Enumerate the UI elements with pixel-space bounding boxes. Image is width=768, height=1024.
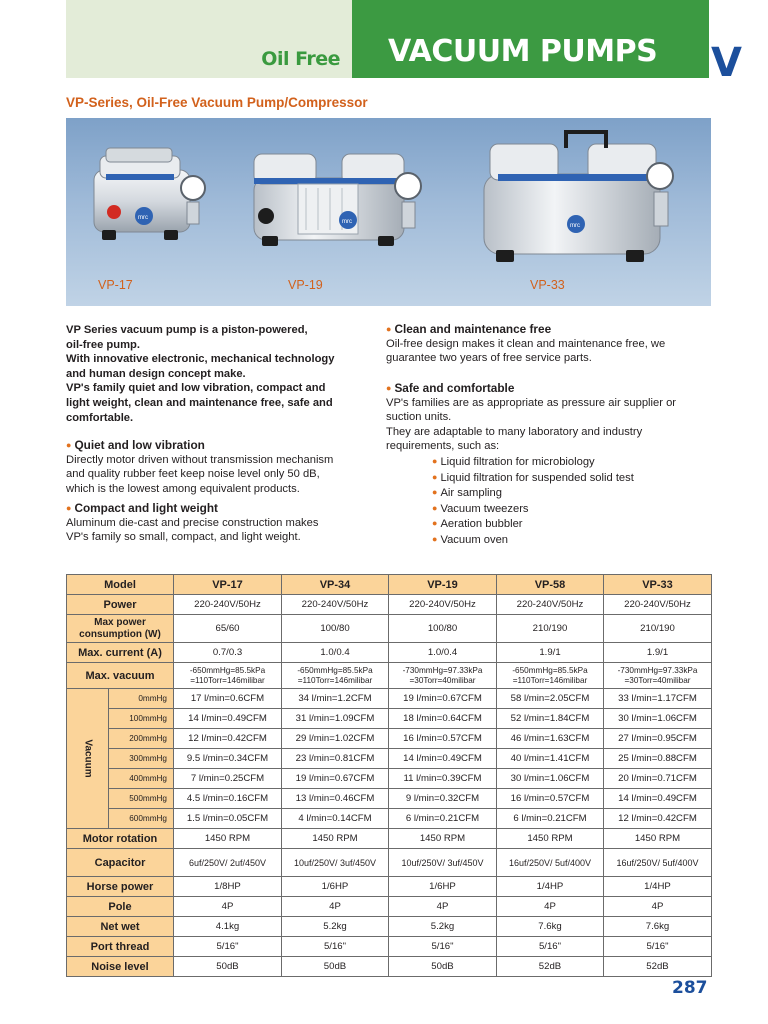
feature-line: requirements, such as: bbox=[386, 440, 500, 453]
photo-label-vp-33: VP-33 bbox=[530, 278, 565, 292]
table-cell: 220-240V/50Hz bbox=[497, 595, 604, 615]
table-cell: 4.5 l/min=0.16CFM bbox=[174, 789, 282, 809]
bullet-icon: ● bbox=[386, 383, 392, 393]
feature-line: and quality rubber feet keep noise level only 50 dB, bbox=[66, 468, 320, 481]
product-subtitle: VP-Series, Oil-Free Vacuum Pump/Compressor bbox=[66, 95, 368, 110]
table-cell: 11 l/min=0.39CFM bbox=[389, 769, 497, 789]
table-cell: 18 l/min=0.64CFM bbox=[389, 709, 497, 729]
table-cell: 4 l/min=0.14CFM bbox=[282, 809, 389, 829]
intro-paragraph bbox=[66, 323, 366, 425]
table-cell: 4P bbox=[174, 897, 282, 917]
table-cell: 220-240V/50Hz bbox=[282, 595, 389, 615]
table-cell: 5.2kg bbox=[389, 917, 497, 937]
bullet-icon: ● bbox=[66, 503, 72, 513]
table-cell: 1450 RPM bbox=[282, 829, 389, 849]
table-cell: 1/4HP bbox=[604, 877, 712, 897]
vacuum-row bbox=[67, 749, 712, 769]
table-cell: 1.0/0.4 bbox=[389, 643, 497, 663]
table-cell: 10uf/250V/ 3uf/450V bbox=[389, 849, 497, 877]
table-cell: 40 l/min=1.41CFM bbox=[497, 749, 604, 769]
feature-line: guarantee two years of free service parts. bbox=[386, 352, 592, 365]
table-row bbox=[67, 897, 712, 917]
table-cell: 12 l/min=0.42CFM bbox=[174, 729, 282, 749]
table-cell: 220-240V/50Hz bbox=[174, 595, 282, 615]
feature-compact bbox=[66, 501, 366, 545]
photo-label-vp-17: VP-17 bbox=[98, 278, 133, 292]
table-cell: 1450 RPM bbox=[497, 829, 604, 849]
table-cell: 30 l/min=1.06CFM bbox=[497, 769, 604, 789]
table-cell: 16 l/min=0.57CFM bbox=[389, 729, 497, 749]
row-label: Pole bbox=[67, 897, 174, 917]
table-cell: 1450 RPM bbox=[389, 829, 497, 849]
row-label: Max power consumption (W) bbox=[67, 615, 174, 643]
table-cell: 6 l/min=0.21CFM bbox=[389, 809, 497, 829]
table-cell: 7.6kg bbox=[604, 917, 712, 937]
table-cell: 1/6HP bbox=[282, 877, 389, 897]
feature-safe bbox=[386, 381, 711, 454]
table-cell: 46 l/min=1.63CFM bbox=[497, 729, 604, 749]
table-cell: 4P bbox=[604, 897, 712, 917]
vacuum-row bbox=[67, 789, 712, 809]
table-cell: 1/4HP bbox=[497, 877, 604, 897]
table-cell: -650mmHg=85.5kPa =110Torr=146milibar bbox=[497, 663, 604, 689]
row-label: Motor rotation bbox=[67, 829, 174, 849]
vp-33-pump bbox=[484, 132, 673, 262]
bullet-icon: ● bbox=[432, 456, 438, 466]
table-cell: 58 l/min=2.05CFM bbox=[497, 689, 604, 709]
vacuum-level: 600mmHg bbox=[109, 809, 174, 829]
table-cell: 5/16" bbox=[389, 937, 497, 957]
table-header-row bbox=[67, 575, 712, 595]
bullet-icon: ● bbox=[432, 518, 438, 529]
model-name: VP-34 bbox=[282, 575, 389, 595]
intro-line: oil-free pump. bbox=[66, 338, 140, 351]
table-cell: 100/80 bbox=[389, 615, 497, 643]
table-cell: 50dB bbox=[174, 957, 282, 977]
vacuum-row bbox=[67, 769, 712, 789]
feature-line: Aluminum die-cast and precise construction makes bbox=[66, 516, 319, 529]
table-cell: 220-240V/50Hz bbox=[604, 595, 712, 615]
table-cell: 4P bbox=[497, 897, 604, 917]
table-cell: 1450 RPM bbox=[604, 829, 712, 849]
table-cell: 17 l/min=0.6CFM bbox=[174, 689, 282, 709]
vacuum-level: 500mmHg bbox=[109, 789, 174, 809]
table-cell: 29 l/min=1.02CFM bbox=[282, 729, 389, 749]
bullet-icon: ● bbox=[66, 440, 72, 450]
table-cell: 19 l/min=0.67CFM bbox=[389, 689, 497, 709]
table-cell: 5.2kg bbox=[282, 917, 389, 937]
table-cell: 220-240V/50Hz bbox=[389, 595, 497, 615]
row-label: Port thread bbox=[67, 937, 174, 957]
table-cell: 23 l/min=0.81CFM bbox=[282, 749, 389, 769]
feature-line: They are adaptable to many laboratory and industry bbox=[386, 425, 643, 438]
table-cell: 1/6HP bbox=[389, 877, 497, 897]
table-cell: 1.5 l/min=0.05CFM bbox=[174, 809, 282, 829]
table-cell: 5/16" bbox=[497, 937, 604, 957]
intro-line: and human design concept make. bbox=[66, 367, 246, 380]
vacuum-group-label: Vacuum bbox=[67, 689, 109, 829]
table-cell: -650mmHg=85.5kPa =110Torr=146milibar bbox=[282, 663, 389, 689]
vacuum-row bbox=[67, 709, 712, 729]
header-title-band bbox=[352, 0, 709, 78]
model-name: VP-33 bbox=[604, 575, 712, 595]
application-item: ● Vacuum oven bbox=[432, 533, 509, 546]
table-row bbox=[67, 917, 712, 937]
vacuum-level: 0mmHg bbox=[109, 689, 174, 709]
feature-clean bbox=[386, 322, 711, 366]
vacuum-level: 100mmHg bbox=[109, 709, 174, 729]
table-cell: 50dB bbox=[282, 957, 389, 977]
table-row bbox=[67, 829, 712, 849]
table-cell: 0.7/0.3 bbox=[174, 643, 282, 663]
table-cell: 100/80 bbox=[282, 615, 389, 643]
vacuum-row bbox=[67, 729, 712, 749]
vacuum-level: 400mmHg bbox=[109, 769, 174, 789]
table-cell: 7.6kg bbox=[497, 917, 604, 937]
feature-quiet bbox=[66, 438, 366, 496]
table-cell: 4.1kg bbox=[174, 917, 282, 937]
vacuum-row bbox=[67, 689, 712, 709]
intro-line: light weight, clean and maintenance free, safe and bbox=[66, 396, 333, 409]
bullet-icon: ● bbox=[432, 533, 438, 544]
bullet-icon: ● bbox=[432, 487, 438, 498]
bullet-icon: ● bbox=[432, 502, 438, 513]
table-cell: 52dB bbox=[497, 957, 604, 977]
feature-line: Directly motor driven without transmission mechanism bbox=[66, 453, 334, 466]
table-cell: 7 l/min=0.25CFM bbox=[174, 769, 282, 789]
table-cell: 5/16" bbox=[174, 937, 282, 957]
application-item: ● Vacuum tweezers bbox=[432, 502, 529, 515]
row-label: Capacitor bbox=[67, 849, 174, 877]
feature-heading: ● Quiet and low vibration bbox=[66, 438, 205, 452]
table-cell: 5/16" bbox=[282, 937, 389, 957]
model-header: Model bbox=[67, 575, 174, 595]
intro-line: With innovative electronic, mechanical technology bbox=[66, 353, 335, 366]
table-cell: 12 l/min=0.42CFM bbox=[604, 809, 712, 829]
application-item: ● Liquid filtration for suspended solid test bbox=[432, 471, 634, 484]
vacuum-level: 300mmHg bbox=[109, 749, 174, 769]
model-name: VP-17 bbox=[174, 575, 282, 595]
table-cell: 10uf/250V/ 3uf/450V bbox=[282, 849, 389, 877]
table-cell: 27 l/min=0.95CFM bbox=[604, 729, 712, 749]
header-left-band bbox=[66, 0, 352, 78]
bullet-icon: ● bbox=[432, 471, 438, 482]
row-label: Noise level bbox=[67, 957, 174, 977]
table-row bbox=[67, 643, 712, 663]
oil-free-tag: Oil Free bbox=[261, 48, 340, 70]
table-cell: 6uf/250V/ 2uf/450V bbox=[174, 849, 282, 877]
table-cell: 1.0/0.4 bbox=[282, 643, 389, 663]
feature-heading: ● Compact and light weight bbox=[66, 501, 218, 515]
table-cell: 65/60 bbox=[174, 615, 282, 643]
vp-17-pump bbox=[94, 148, 205, 240]
table-cell: 50dB bbox=[389, 957, 497, 977]
section-letter: V bbox=[711, 40, 742, 86]
application-item: ● Air sampling bbox=[432, 487, 502, 500]
table-cell: 20 l/min=0.71CFM bbox=[604, 769, 712, 789]
model-name: VP-58 bbox=[497, 575, 604, 595]
table-cell: 31 l/min=1.09CFM bbox=[282, 709, 389, 729]
table-cell: 16 l/min=0.57CFM bbox=[497, 789, 604, 809]
photo-label-vp-19: VP-19 bbox=[288, 278, 323, 292]
row-label: Max. vacuum bbox=[67, 663, 174, 689]
table-cell: 19 l/min=0.67CFM bbox=[282, 769, 389, 789]
table-cell: 33 l/min=1.17CFM bbox=[604, 689, 712, 709]
feature-heading: ● Safe and comfortable bbox=[386, 381, 515, 395]
table-row bbox=[67, 615, 712, 643]
spec-table bbox=[66, 574, 712, 977]
feature-line: VP's family so small, compact, and light weight. bbox=[66, 531, 301, 544]
vacuum-level: 200mmHg bbox=[109, 729, 174, 749]
table-row bbox=[67, 957, 712, 977]
table-cell: 4P bbox=[282, 897, 389, 917]
bullet-icon: ● bbox=[386, 324, 392, 334]
page-number: 287 bbox=[672, 978, 708, 998]
table-cell: 210/190 bbox=[497, 615, 604, 643]
feature-line: which is the lowest among equivalent products. bbox=[66, 482, 300, 495]
table-cell: 6 l/min=0.21CFM bbox=[497, 809, 604, 829]
table-cell: 25 l/min=0.88CFM bbox=[604, 749, 712, 769]
table-cell: 9.5 l/min=0.34CFM bbox=[174, 749, 282, 769]
table-cell: 9 l/min=0.32CFM bbox=[389, 789, 497, 809]
table-cell: 16uf/250V/ 5uf/400V bbox=[604, 849, 712, 877]
row-label: Net wet bbox=[67, 917, 174, 937]
table-cell: 1450 RPM bbox=[174, 829, 282, 849]
table-cell: 16uf/250V/ 5uf/400V bbox=[497, 849, 604, 877]
table-cell: 4P bbox=[389, 897, 497, 917]
table-cell: 1/8HP bbox=[174, 877, 282, 897]
table-cell: 14 l/min=0.49CFM bbox=[604, 789, 712, 809]
table-cell: 1.9/1 bbox=[497, 643, 604, 663]
table-cell: 30 l/min=1.06CFM bbox=[604, 709, 712, 729]
product-photo bbox=[66, 118, 711, 306]
table-cell: 14 l/min=0.49CFM bbox=[174, 709, 282, 729]
table-row bbox=[67, 877, 712, 897]
vp-19-brand: mrc bbox=[342, 219, 352, 225]
table-cell: 14 l/min=0.49CFM bbox=[389, 749, 497, 769]
row-label: Power bbox=[67, 595, 174, 615]
intro-line: comfortable. bbox=[66, 411, 134, 424]
table-cell: -650mmHg=85.5kPa =110Torr=146milibar bbox=[174, 663, 282, 689]
vp-17-brand: mrc bbox=[138, 215, 148, 221]
vp-33-brand: mrc bbox=[570, 223, 580, 229]
row-label: Horse power bbox=[67, 877, 174, 897]
table-cell: 34 l/min=1.2CFM bbox=[282, 689, 389, 709]
table-cell: 13 l/min=0.46CFM bbox=[282, 789, 389, 809]
feature-heading: ● Clean and maintenance free bbox=[386, 322, 552, 336]
table-cell: 1.9/1 bbox=[604, 643, 712, 663]
page-title: VACUUM PUMPS bbox=[388, 34, 658, 69]
pump-illustration bbox=[66, 118, 711, 306]
table-row bbox=[67, 937, 712, 957]
feature-line: Oil-free design makes it clean and maintenance free, we bbox=[386, 337, 666, 350]
application-item: ● Aeration bubbler bbox=[432, 518, 523, 531]
table-cell: 52dB bbox=[604, 957, 712, 977]
table-cell: 210/190 bbox=[604, 615, 712, 643]
row-label: Max. current (A) bbox=[67, 643, 174, 663]
vacuum-row bbox=[67, 809, 712, 829]
table-row bbox=[67, 595, 712, 615]
intro-line: VP Series vacuum pump is a piston-powered, bbox=[66, 324, 308, 336]
table-cell: -730mmHg=97.33kPa =30Torr=40milibar bbox=[389, 663, 497, 689]
table-cell: -730mmHg=97.33kPa =30Torr=40milibar bbox=[604, 663, 712, 689]
application-item: ● Liquid filtration for microbiology bbox=[432, 456, 595, 468]
feature-line: VP's families are as appropriate as pressure air supplier or bbox=[386, 396, 677, 409]
intro-line: VP's family quiet and low vibration, compact and bbox=[66, 382, 326, 395]
table-cell: 5/16" bbox=[604, 937, 712, 957]
table-cell: 52 l/min=1.84CFM bbox=[497, 709, 604, 729]
vp-19-pump bbox=[254, 154, 421, 246]
model-name: VP-19 bbox=[389, 575, 497, 595]
table-row bbox=[67, 663, 712, 689]
application-list bbox=[432, 454, 712, 548]
table-row bbox=[67, 849, 712, 877]
feature-line: suction units. bbox=[386, 411, 452, 424]
